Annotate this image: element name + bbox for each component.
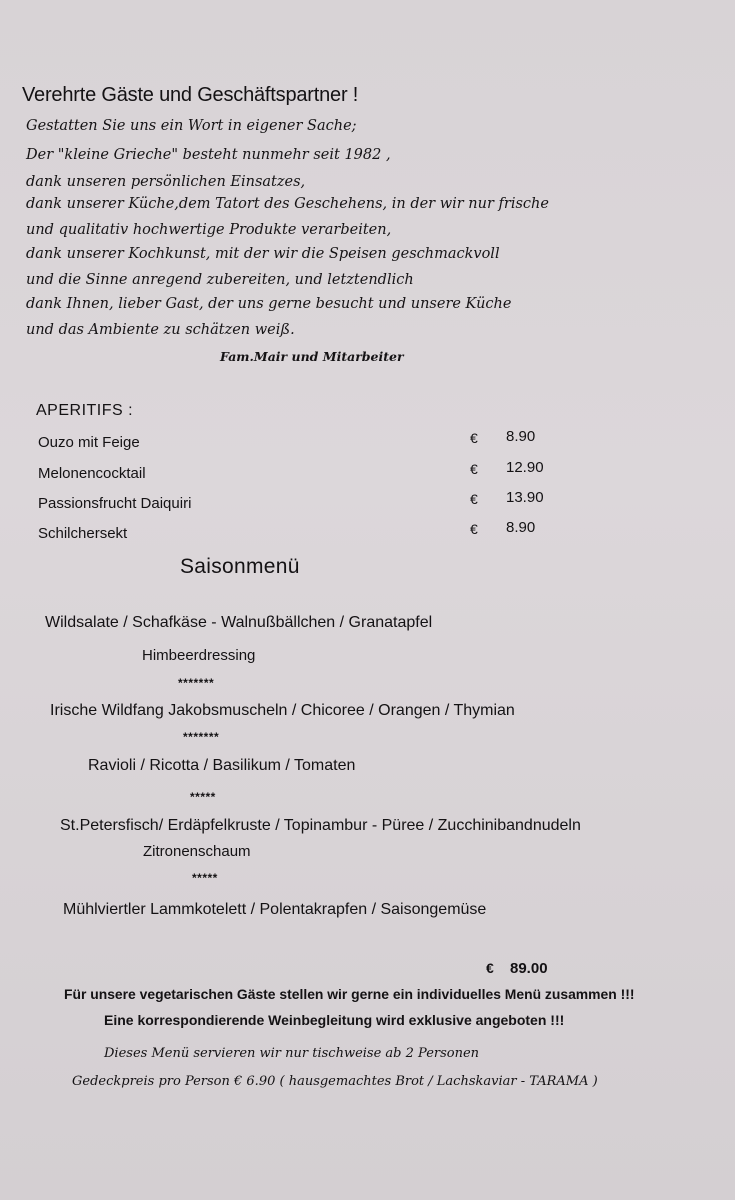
welcome-heading: Verehrte Gäste und Geschäftspartner !	[22, 84, 359, 106]
signature: Fam.Mair und Mitarbeiter	[220, 349, 404, 364]
course-divider: *******	[178, 676, 215, 690]
currency-symbol: €	[470, 430, 478, 446]
wine-note: Eine korrespondierende Weinbegleitung wird exklusive angeboten !!!	[104, 1012, 565, 1028]
course-divider: *****	[192, 871, 218, 885]
drink-name: Schilchersekt	[38, 525, 128, 542]
drink-price: 13.90	[506, 489, 544, 506]
course-2: Irische Wildfang Jakobsmuscheln / Chicoree / Orangen / Thymian	[50, 702, 515, 719]
table-note: Dieses Menü servieren wir nur tischweise ab 2 Personen	[104, 1046, 480, 1061]
aperitifs-title: APERITIFS :	[36, 402, 134, 419]
intro-line: und die Sinne anregend zubereiten, und letztendlich	[26, 272, 414, 288]
course-divider: *****	[190, 790, 216, 804]
vegetarian-note: Für unsere vegetarischen Gäste stellen wir gerne ein individuelles Menü zusammen !!!	[64, 986, 635, 1002]
currency-symbol: €	[470, 521, 478, 537]
course-4: St.Petersfisch/ Erdäpfelkruste / Topinambur - Püree / Zucchinibandnudeln	[60, 817, 581, 834]
intro-line: dank unserer Küche,dem Tatort des Geschehens, in der wir nur frische	[26, 196, 549, 212]
drink-price: 8.90	[506, 519, 536, 536]
currency-symbol: €	[486, 960, 494, 976]
intro-line: dank unserer Kochkunst, mit der wir die Speisen geschmackvoll	[26, 246, 500, 262]
drink-name: Ouzo mit Feige	[38, 434, 140, 451]
intro-line: und qualitativ hochwertige Produkte verarbeiten,	[26, 222, 392, 238]
course-4-sub: Zitronenschaum	[143, 843, 251, 860]
drink-price: 12.90	[506, 459, 544, 476]
cover-charge: Gedeckpreis pro Person € 6.90 ( hausgemachtes Brot / Lachskaviar - TARAMA )	[72, 1074, 598, 1089]
drink-name: Passionsfrucht Daiquiri	[38, 495, 192, 512]
season-menu-title: Saisonmenü	[180, 555, 300, 578]
course-3: Ravioli / Ricotta / Basilikum / Tomaten	[88, 757, 356, 774]
intro-line: und das Ambiente zu schätzen weiß.	[26, 322, 295, 338]
drink-name: Melonencocktail	[38, 465, 146, 482]
currency-symbol: €	[470, 491, 478, 507]
drink-price: 8.90	[506, 428, 536, 445]
course-5: Mühlviertler Lammkotelett / Polentakrapfen / Saisongemüse	[63, 901, 487, 918]
currency-symbol: €	[470, 461, 478, 477]
menu-price: 89.00	[510, 960, 548, 977]
course-1-sub: Himbeerdressing	[142, 647, 256, 664]
intro-line: dank unseren persönlichen Einsatzes,	[26, 174, 306, 190]
course-divider: *******	[183, 730, 220, 744]
intro-line: dank Ihnen, lieber Gast, der uns gerne besucht und unsere Küche	[26, 296, 512, 312]
course-1: Wildsalate / Schafkäse - Walnußbällchen / Granatapfel	[45, 614, 433, 631]
intro-line: Gestatten Sie uns ein Wort in eigener Sache;	[26, 118, 357, 134]
intro-line: Der "kleine Grieche" besteht nunmehr seit 1982 ,	[26, 147, 391, 163]
